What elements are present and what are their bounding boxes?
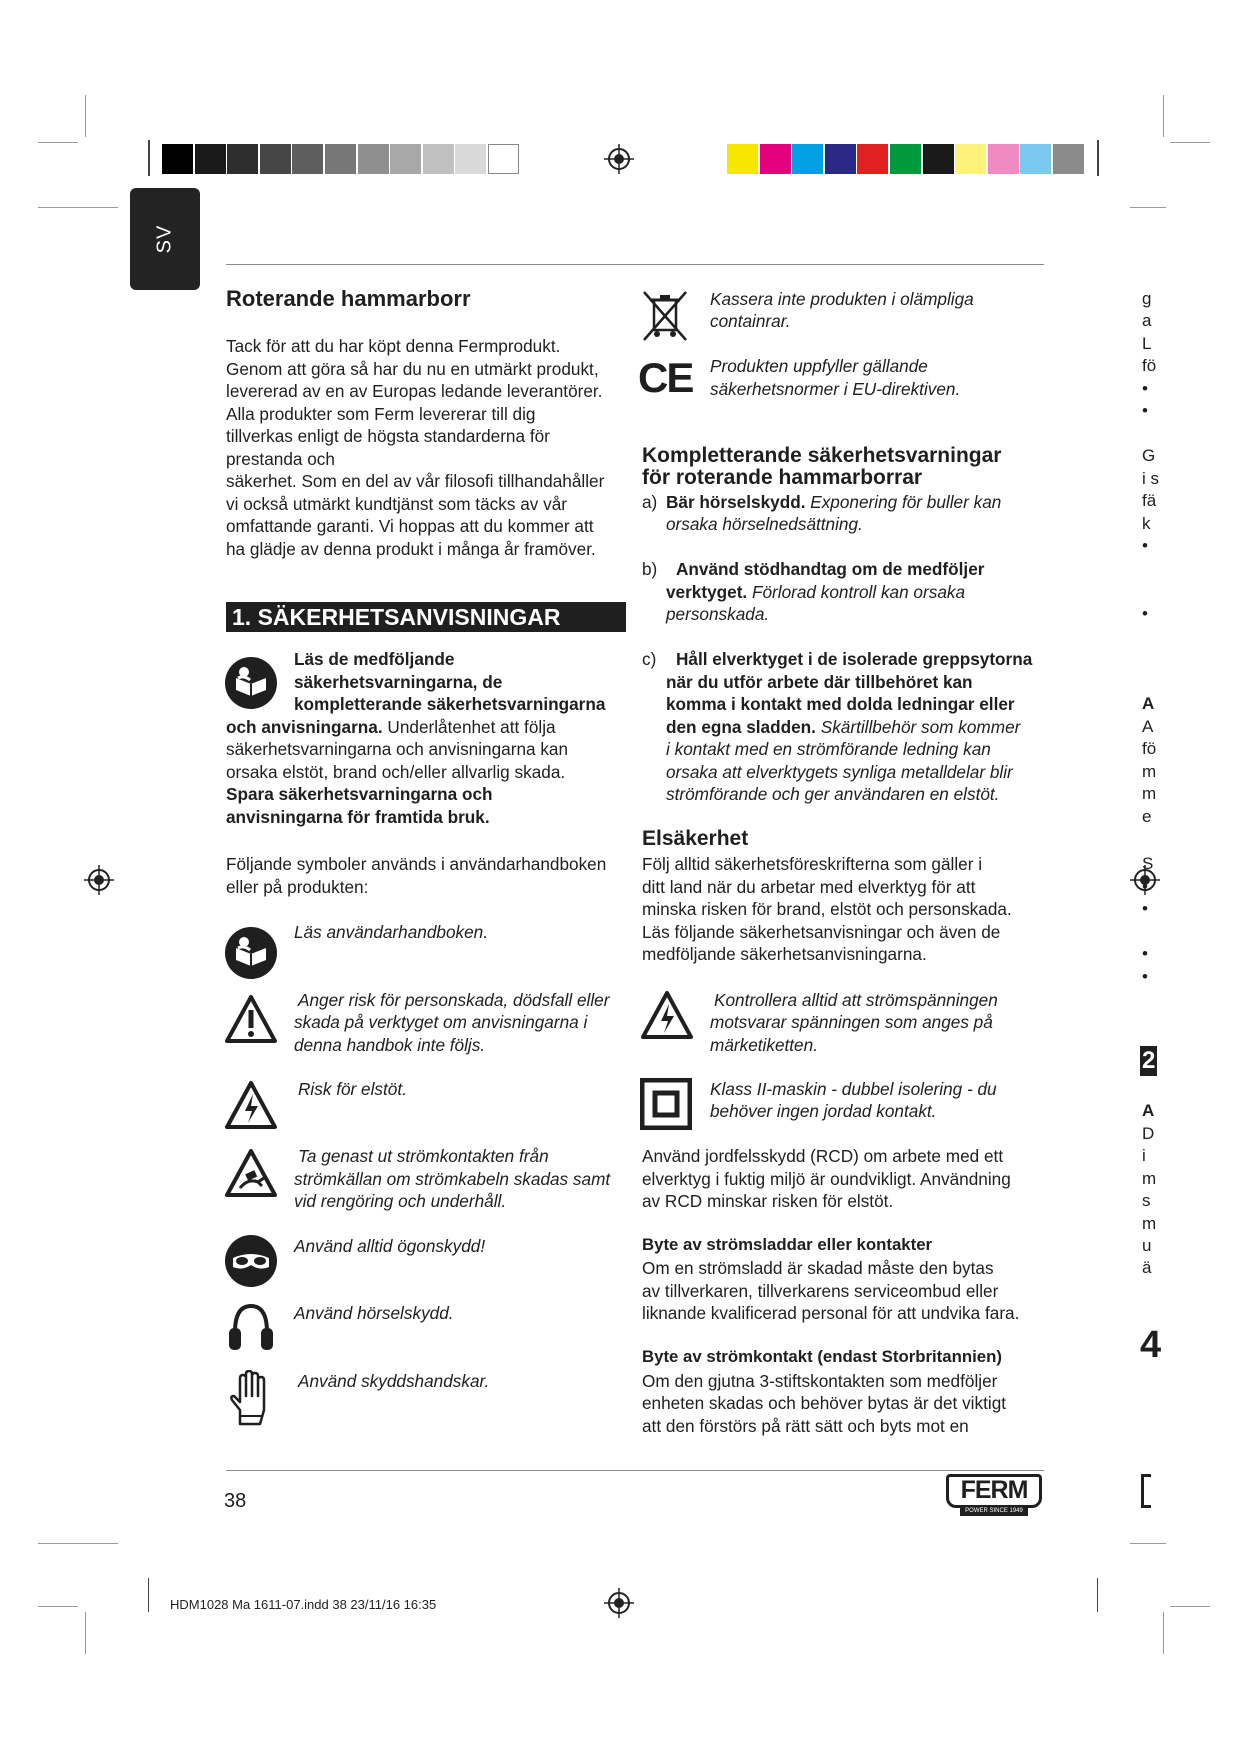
crop-mark — [1170, 1606, 1210, 1607]
crop-mark — [1163, 95, 1164, 137]
fragment-text: L — [1142, 334, 1152, 353]
bold-text: Bär hörselskydd. — [666, 492, 806, 512]
bold-text: den egna sladden. — [666, 717, 816, 737]
fragment-text: fö — [1142, 739, 1157, 758]
symbol-manual-text: Läs användarhandboken. — [294, 922, 488, 942]
item-c: i kontakt med en strömförande ledning kan — [666, 739, 991, 759]
symbol-warning-text: Anger risk för personskada, dödsfall eller — [298, 990, 610, 1010]
fragment-text: • — [1142, 379, 1148, 398]
plug-line: enheten skadas och behöver bytas är det viktigt — [642, 1393, 1007, 1413]
intro-line: Alla produkter som Ferm levererar till dig — [226, 404, 536, 424]
color-swatch — [923, 144, 954, 174]
color-swatch — [423, 144, 454, 174]
ferm-logo — [946, 1474, 1042, 1518]
language-tab — [130, 188, 200, 290]
color-swatch — [195, 144, 226, 174]
fragment-text: A — [1142, 1101, 1155, 1120]
color-swatch — [162, 144, 193, 174]
electrical-line: medföljande säkerhetsanvisningarna. — [642, 944, 927, 964]
item-c — [676, 648, 1032, 671]
bold-text: komma i kontakt med dolda ledningar eller — [666, 694, 1015, 714]
color-swatch — [825, 144, 856, 174]
crop-mark — [85, 95, 86, 137]
fragment-text: m — [1142, 1214, 1157, 1233]
class-ii-insulation-icon — [640, 1078, 692, 1130]
cable-line: liknande kvalificerad personal för att undvika fara. — [642, 1303, 1020, 1323]
registration-mark-icon — [604, 144, 634, 174]
electric-shock-icon — [224, 1080, 278, 1130]
symbol-shock-text: Risk för elstöt. — [298, 1079, 407, 1099]
color-swatch — [260, 144, 291, 174]
color-swatch — [358, 144, 389, 174]
intro-line: vi också utmärkt kundtjänst som täcks av vår — [226, 494, 568, 514]
electrical-line: Följ alltid säkerhetsföreskrifterna som gäller i — [642, 854, 983, 874]
item-b — [666, 581, 965, 604]
extra-warnings-heading: Kompletterande säkerhetsvarningar — [642, 444, 1002, 467]
section-heading: 1. SÄKERHETSANVISNINGAR — [226, 602, 626, 632]
fragment-text: A — [1142, 717, 1154, 736]
italic-text: Exponering för buller kan — [805, 492, 1002, 512]
color-swatch — [727, 144, 758, 174]
electric-shock-icon — [640, 990, 694, 1040]
crop-mark — [1097, 1578, 1098, 1612]
electrical-line: ditt land när du arbetar med elverktyg för att — [642, 877, 976, 897]
crop-mark — [85, 1612, 86, 1654]
fragment-text: • — [1142, 877, 1148, 896]
cable-line: Om en strömsladd är skadad måste den bytas — [642, 1258, 994, 1278]
fragment-text: • — [1142, 944, 1148, 963]
intro-line: ha glädje av denna produkt i många år framöver. — [226, 539, 596, 559]
fragment-text: G — [1142, 446, 1156, 465]
symbol-unplug-text: vid rengöring och underhåll. — [294, 1191, 507, 1211]
fragment-text: a — [1142, 311, 1152, 330]
italic-text: Förlorad kontroll kan orsaka — [747, 582, 966, 602]
color-swatch — [1053, 144, 1084, 174]
crop-mark — [38, 1606, 78, 1607]
fragment-text: fä — [1142, 491, 1157, 510]
file-slug: HDM1028 Ma 1611-07.indd 38 23/11/16 16:35 — [170, 1597, 437, 1612]
item-c — [666, 693, 1015, 716]
brand-tagline: POWER SINCE 1949 — [960, 1507, 1028, 1516]
item-c: orsaka att elverktygets synliga metalldelar blir — [666, 762, 1013, 782]
item-label: b) — [642, 559, 658, 579]
unplug-icon — [224, 1148, 278, 1198]
fragment-text: ä — [1142, 1258, 1152, 1277]
fragment-text: g — [1142, 289, 1152, 308]
bold-text: kompletterande säkerhetsvarningarna — [294, 694, 606, 714]
intro-line: tillverkas enligt de högsta standarderna för — [226, 426, 550, 446]
symbols-intro: Följande symboler används i användarhandboken — [226, 854, 607, 874]
rcd-line: Använd jordfelsskydd (RCD) om arbete med ett — [642, 1146, 1004, 1166]
plug-line: att den förstörs på rätt sätt och byts mot en — [642, 1416, 969, 1436]
italic-text: Skärtillbehör som kommer — [815, 717, 1021, 737]
symbol-eye-text: Använd alltid ögonskydd! — [294, 1236, 486, 1256]
bold-text: verktyget. — [666, 582, 748, 602]
bold-text: Håll elverktyget i de isolerade greppsytorna — [676, 649, 1033, 669]
ce-mark-icon: CE — [638, 354, 693, 401]
registration-mark-icon — [604, 1588, 634, 1618]
fragment-text: • — [1142, 401, 1148, 420]
voltage-text: motsvarar spänningen som anges på — [710, 1012, 993, 1032]
symbol-warning-text: denna handbok inte följs. — [294, 1035, 486, 1055]
item-c: strömförande och ger användaren en elstöt. — [666, 784, 1000, 804]
fragment-text: i s — [1142, 469, 1159, 488]
crop-mark — [38, 1543, 118, 1544]
fragment-text: k — [1142, 514, 1151, 533]
page-number: 38 — [224, 1490, 247, 1512]
eye-protection-icon — [224, 1234, 278, 1288]
bold-text: anvisningarna för framtida bruk. — [226, 807, 490, 827]
save-instructions — [226, 806, 490, 829]
fragment-text: D — [1142, 1124, 1155, 1143]
fragment-text: 2 — [1142, 1047, 1156, 1074]
symbol-ear-text: Använd hörselskydd. — [294, 1303, 454, 1323]
voltage-text: märketiketten. — [710, 1035, 818, 1055]
language-label: SV — [153, 224, 176, 254]
header-rule — [226, 264, 1044, 265]
fragment-text: • — [1142, 899, 1148, 918]
color-swatch — [988, 144, 1019, 174]
crop-mark — [1130, 1543, 1166, 1544]
read-warning-text — [226, 716, 556, 739]
footer-rule — [226, 1470, 1044, 1471]
fragment-text: u — [1142, 1236, 1152, 1255]
ce-text: säkerhetsnormer i EU-direktiven. — [710, 379, 961, 399]
symbol-unplug-text: strömkällan om strömkabeln skadas samt — [294, 1169, 611, 1189]
color-swatch — [488, 144, 519, 174]
read-warning-text: orsaka elstöt, brand och/eller allvarlig skada. — [226, 762, 566, 782]
read-manual-icon — [224, 926, 278, 980]
read-warning-bold — [294, 648, 454, 671]
rcd-line: elverktyg i fuktig miljö är oundvikligt. Användning — [642, 1169, 1011, 1189]
item-b: personskada. — [666, 604, 770, 624]
color-swatch — [760, 144, 791, 174]
color-swatch — [390, 144, 421, 174]
fragment-text: S — [1142, 854, 1154, 873]
cable-line: av tillverkaren, tillverkarens serviceombud eller — [642, 1281, 999, 1301]
crop-mark — [1170, 142, 1210, 143]
extra-warnings-heading: för roterande hammarborrar — [642, 466, 923, 489]
save-instructions — [226, 783, 493, 806]
color-swatch — [890, 144, 921, 174]
cable-replacement-heading: Byte av strömsladdar eller kontakter — [642, 1235, 933, 1254]
ce-text: Produkten uppfyller gällande — [710, 356, 928, 376]
color-swatch — [857, 144, 888, 174]
crop-mark — [148, 1578, 149, 1612]
fragment-text: • — [1142, 536, 1148, 555]
class-ii-text: Klass II-maskin - dubbel isolering - du — [710, 1079, 997, 1099]
color-swatch — [1020, 144, 1051, 174]
fragment-text: fö — [1142, 356, 1157, 375]
symbol-warning-text: skada på verktyget om anvisningarna i — [294, 1012, 588, 1032]
regular-text: Underlåtenhet att följa — [382, 717, 556, 737]
color-swatch — [292, 144, 323, 174]
intro-line: omfattande garanti. Vi hoppas att du kommer att — [226, 516, 594, 536]
item-a: orsaka hörselnedsättning. — [666, 514, 863, 534]
bold-text: när du utför arbete där tillbehöret kan — [666, 672, 973, 692]
page-title: Roterande hammarborr — [226, 286, 471, 311]
intro-line: Tack för att du har köpt denna Fermprodukt. — [226, 336, 561, 356]
voltage-text: Kontrollera alltid att strömspänningen — [714, 990, 998, 1010]
color-swatch — [227, 144, 258, 174]
electrical-safety-heading: Elsäkerhet — [642, 827, 749, 850]
weee-text: containrar. — [710, 311, 791, 331]
crop-mark — [1097, 140, 1099, 176]
bold-text: säkerhetsvarningarna, de — [294, 672, 503, 692]
crop-mark — [1130, 207, 1166, 208]
symbols-intro: eller på produkten: — [226, 877, 369, 897]
color-swatch — [955, 144, 986, 174]
item-b — [676, 558, 984, 581]
fragment-text: e — [1142, 807, 1152, 826]
color-swatch — [325, 144, 356, 174]
item-label: a) — [642, 492, 658, 512]
electrical-line: Läs följande säkerhetsanvisningar och även de — [642, 922, 1001, 942]
intro-line: Genom att göra så har du nu en utmärkt produkt, — [226, 359, 599, 379]
fragment-text: 4 — [1140, 1324, 1162, 1366]
crop-mark — [38, 207, 118, 208]
weee-bin-icon — [640, 290, 690, 344]
electrical-line: minska risken för brand, elstöt och personskada. — [642, 899, 1012, 919]
crop-mark — [148, 140, 150, 176]
fragment-text: • — [1142, 967, 1148, 986]
class-ii-text: behöver ingen jordad kontakt. — [710, 1101, 937, 1121]
bold-text: Spara säkerhetsvarningarna och — [226, 784, 493, 804]
bold-text: och anvisningarna. — [226, 717, 383, 737]
item-c — [666, 716, 1020, 739]
item-label: c) — [642, 649, 657, 669]
crop-mark — [1163, 1612, 1164, 1654]
rcd-line: av RCD minskar risken för elstöt. — [642, 1191, 894, 1211]
warning-triangle-icon — [224, 994, 278, 1044]
symbol-glove-text: Använd skyddshandskar. — [298, 1371, 490, 1391]
plug-line: Om den gjutna 3-stiftskontakten som medföljer — [642, 1371, 998, 1391]
fragment-text: A — [1142, 694, 1155, 713]
fragment-text: s — [1142, 1191, 1151, 1210]
read-manual-icon — [224, 656, 278, 710]
intro-line: prestanda och — [226, 449, 335, 469]
intro-line: säkerhet. Som en del av vår filosofi tillhandahåller — [226, 471, 605, 491]
item-a — [666, 491, 1001, 514]
brand-name: FERM — [960, 1476, 1028, 1504]
fragment-text: i — [1142, 1146, 1146, 1165]
bold-text: Läs de medföljande — [294, 649, 455, 669]
next-page-logo-fragment — [1141, 1474, 1151, 1508]
bold-text: Använd stödhandtag om de medföljer — [676, 559, 985, 579]
symbol-unplug-text: Ta genast ut strömkontakten från — [298, 1146, 549, 1166]
plug-replacement-heading: Byte av strömkontakt (endast Storbritannien) — [642, 1347, 1002, 1366]
crop-mark — [38, 142, 78, 143]
ear-protection-icon — [224, 1300, 278, 1356]
read-warning-bold — [294, 671, 502, 694]
gloves-icon — [226, 1370, 274, 1426]
fragment-text: m — [1142, 762, 1157, 781]
read-warning-bold — [294, 693, 605, 716]
intro-line: levererad av en av Europas ledande leverantörer. — [226, 381, 603, 401]
item-c — [666, 671, 973, 694]
weee-text: Kassera inte produkten i olämpliga — [710, 289, 974, 309]
color-swatch — [792, 144, 823, 174]
read-warning-text: säkerhetsvarningarna och anvisningarna kan — [226, 739, 569, 759]
registration-mark-icon — [84, 865, 114, 895]
color-swatch — [455, 144, 486, 174]
fragment-text: m — [1142, 1169, 1157, 1188]
fragment-text: m — [1142, 784, 1157, 803]
fragment-text: • — [1142, 604, 1148, 623]
